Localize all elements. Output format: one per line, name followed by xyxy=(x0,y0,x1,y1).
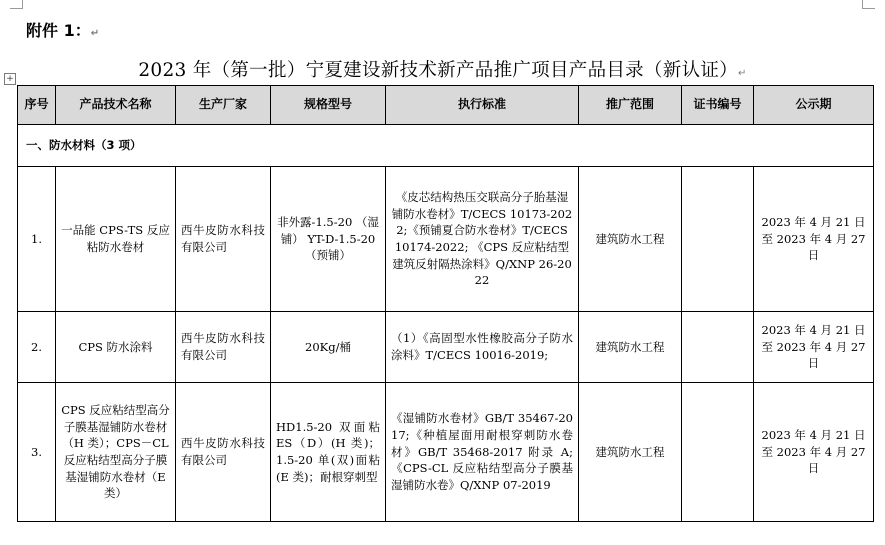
col-header-seq: 序号 xyxy=(18,86,56,125)
cell-standard: 《湿铺防水卷材》GB/T 35467-2017;《种植屋面用耐根穿刺防水卷材》GB/T 35468-2017 附录 A;《CPS-CL 反应粘结型高分子膜基湿铺防水卷》Q/XNP 07-2019 xyxy=(386,383,579,522)
cell-manufacturer: 西牛皮防水科技有限公司 xyxy=(176,383,271,522)
col-header-scope: 推广范围 xyxy=(579,86,682,125)
section-title: 一、防水材料（3 项） xyxy=(18,125,874,167)
table-row xyxy=(18,383,874,522)
table-row xyxy=(18,167,874,312)
cell-seq: 1. xyxy=(18,167,56,312)
cell-seq: 3. xyxy=(18,383,56,522)
cell-publicity: 2023 年 4 月 21 日至 2023 年 4 月 27 日 xyxy=(754,312,874,383)
cell-scope: 建筑防水工程 xyxy=(579,312,682,383)
cell-manufacturer: 西牛皮防水科技有限公司 xyxy=(176,312,271,383)
cell-standard: （1）《高固型水性橡胶高分子防水涂料》T/CECS 10016-2019; xyxy=(386,312,579,383)
cell-spec-model: 非外露-1.5-20 （湿铺） YT-D-1.5-20（预铺） xyxy=(271,167,386,312)
cell-spec-model: 20Kg/桶 xyxy=(271,312,386,383)
col-header-cert-no: 证书编号 xyxy=(682,86,754,125)
cell-product-name: CPS 反应粘结型高分子膜基湿铺防水卷材（H 类）；CPS－CL 反应粘结型高分子膜基湿铺防水卷材（E 类） xyxy=(56,383,176,522)
annex-label: 附件 1：↵ xyxy=(26,21,100,40)
header-row xyxy=(18,86,874,125)
cell-product-name: CPS 防水涂料 xyxy=(56,312,176,383)
cell-spec-model: HD1.5-20 双面粘 ES（D）(H 类)；1.5-20 单(双)面粘(E 类)；耐根穿刺型 xyxy=(271,383,386,522)
col-header-manufacturer: 生产厂家 xyxy=(176,86,271,125)
cell-cert-no xyxy=(682,167,754,312)
cell-seq: 2. xyxy=(18,312,56,383)
cell-cert-no xyxy=(682,312,754,383)
col-header-spec-model: 规格型号 xyxy=(271,86,386,125)
cell-product-name: 一品能 CPS-TS 反应粘防水卷材 xyxy=(56,167,176,312)
crop-mark-top-left xyxy=(10,0,23,9)
cell-scope: 建筑防水工程 xyxy=(579,383,682,522)
section-row xyxy=(18,125,874,167)
table-row xyxy=(18,312,874,383)
table-move-handle-icon[interactable]: + xyxy=(4,73,16,85)
cell-scope: 建筑防水工程 xyxy=(579,167,682,312)
cell-standard: 《皮芯结构热压交联高分子胎基湿铺防水卷材》T/CECS 10173-2022;《预铺夏合防水卷材》T/CECS 10174-2022; 《CPS 反应粘结型建筑反射隔热涂料》Q/XNP 26-2022 xyxy=(386,167,579,312)
cell-publicity: 2023 年 4 月 21 日至 2023 年 4 月 27 日 xyxy=(754,383,874,522)
cell-manufacturer: 西牛皮防水科技有限公司 xyxy=(176,167,271,312)
cell-publicity: 2023 年 4 月 21 日至 2023 年 4 月 27 日 xyxy=(754,167,874,312)
col-header-standard: 执行标准 xyxy=(386,86,579,125)
document-title: 2023 年（第一批）宁夏建设新技术新产品推广项目产品目录（新认证）↵ xyxy=(138,60,747,81)
cell-cert-no xyxy=(682,383,754,522)
col-header-product-name: 产品技术名称 xyxy=(56,86,176,125)
col-header-publicity: 公示期 xyxy=(754,86,874,125)
crop-mark-top-right xyxy=(862,0,875,9)
product-catalog-table xyxy=(17,85,874,522)
